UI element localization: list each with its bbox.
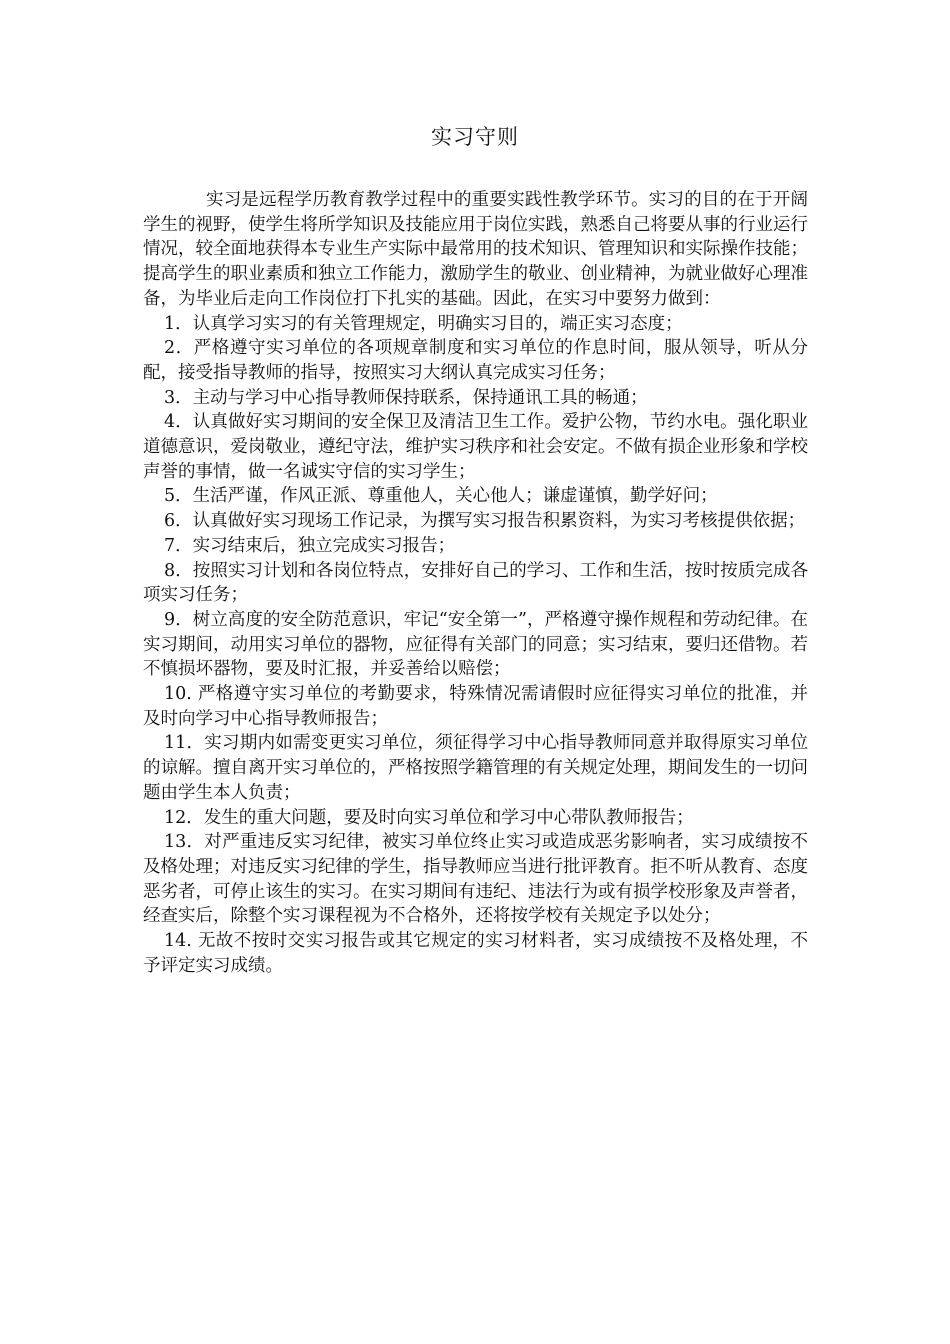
rule-item-1: 1．认真学习实习的有关管理规定，明确实习目的，端正实习态度； — [164, 313, 683, 334]
rule-item-9: 9．树立高度的安全防范意识，牢记“安全第一”，严格遵守操作规程和劳动纪律。在实习期间，动用实习单位的器物，应征得有关部门的同意；实习结束，要归还借物。若不慎损坏器物，要及时汇报，并妥善给以赔偿； — [143, 609, 808, 680]
rule-item-5: 5．生活严谨，作风正派、尊重他人，关心他人；谦虚谨慎，勤学好问； — [164, 486, 718, 507]
rule-item-12: 12．发生的重大问题，要及时向实习单位和学习中心带队教师报告； — [164, 807, 694, 828]
intro-paragraph: 实习是远程学历教育教学过程中的重要实践性教学环节。实习的目的在于开阔学生的视野，使学生将所学知识及技能应用于岗位实践，熟悉自己将要从事的行业运行情况，较全面地获得本专业生产实际中最常用的技术知识、管理知识和实际操作技能；提高学生的职业素质和独立工作能力，激励学生的敬业、创业精神，为就业做好心理准备，为毕业后走向工作岗位打下扎实的基础。因此，在实习中要努力做到： — [143, 190, 808, 309]
rule-item-13: 13．对严重违反实习纪律，被实习单位终止实习或造成恶劣影响者，实习成绩按不及格处理；对违反实习纪律的学生，指导教师应当进行批评教育。拒不听从教育、态度恶劣者，可停止该生的实习。在实习期间有违纪、违法行为或有损学校形象及声誉者，经查实后，除整个实习课程视为不合格外，还将按学校有关规定予以处分； — [143, 832, 808, 927]
rule-item-8: 8．按照实习计划和各岗位特点，安排好自己的学习、工作和生活，按时按质完成各项实习任务； — [143, 560, 808, 606]
rule-item-6: 6．认真做好实习现场工作记录，为撰写实习报告积累资料，为实习考核提供依据； — [164, 511, 806, 532]
rule-item-2: 2．严格遵守实习单位的各项规章制度和实习单位的作息时间，服从领导，听从分配，接受指导教师的指导，按照实习大纲认真完成实习任务； — [143, 338, 808, 383]
rule-item-11: 11．实习期内如需变更实习单位，须征得学习中心指导教师同意并取得原实习单位的谅解。擅自离开实习单位的，严格按照学籍管理的有关规定处理，期间发生的一切问题由学生本人负责； — [143, 733, 808, 803]
rule-item-3: 3．主动与学习中心指导教师保持联系，保持通讯工具的畅通； — [164, 387, 648, 408]
rule-item-10: 10. 严格遵守实习单位的考勤要求，特殊情况需请假时应征得实习单位的批准，并及时向学习中心指导教师报告； — [143, 684, 808, 729]
document-title: 实习守则 — [431, 125, 519, 149]
rule-item-4: 4．认真做好实习期间的安全保卫及清洁卫生工作。爱护公物，节约水电。强化职业道德意识，爱岗敬业，遵纪守法，维护实习秩序和社会安定。不做有损企业形象和学校声誉的事情，做一名诚实守信的实习学生； — [143, 412, 808, 482]
document-body — [143, 188, 808, 979]
rule-item-14: 14. 无故不按时交实习报告或其它规定的实习材料者，实习成绩按不及格处理，不予评定实习成绩。 — [143, 931, 808, 976]
rule-item-7: 7．实习结束后，独立完成实习报告； — [164, 535, 456, 556]
